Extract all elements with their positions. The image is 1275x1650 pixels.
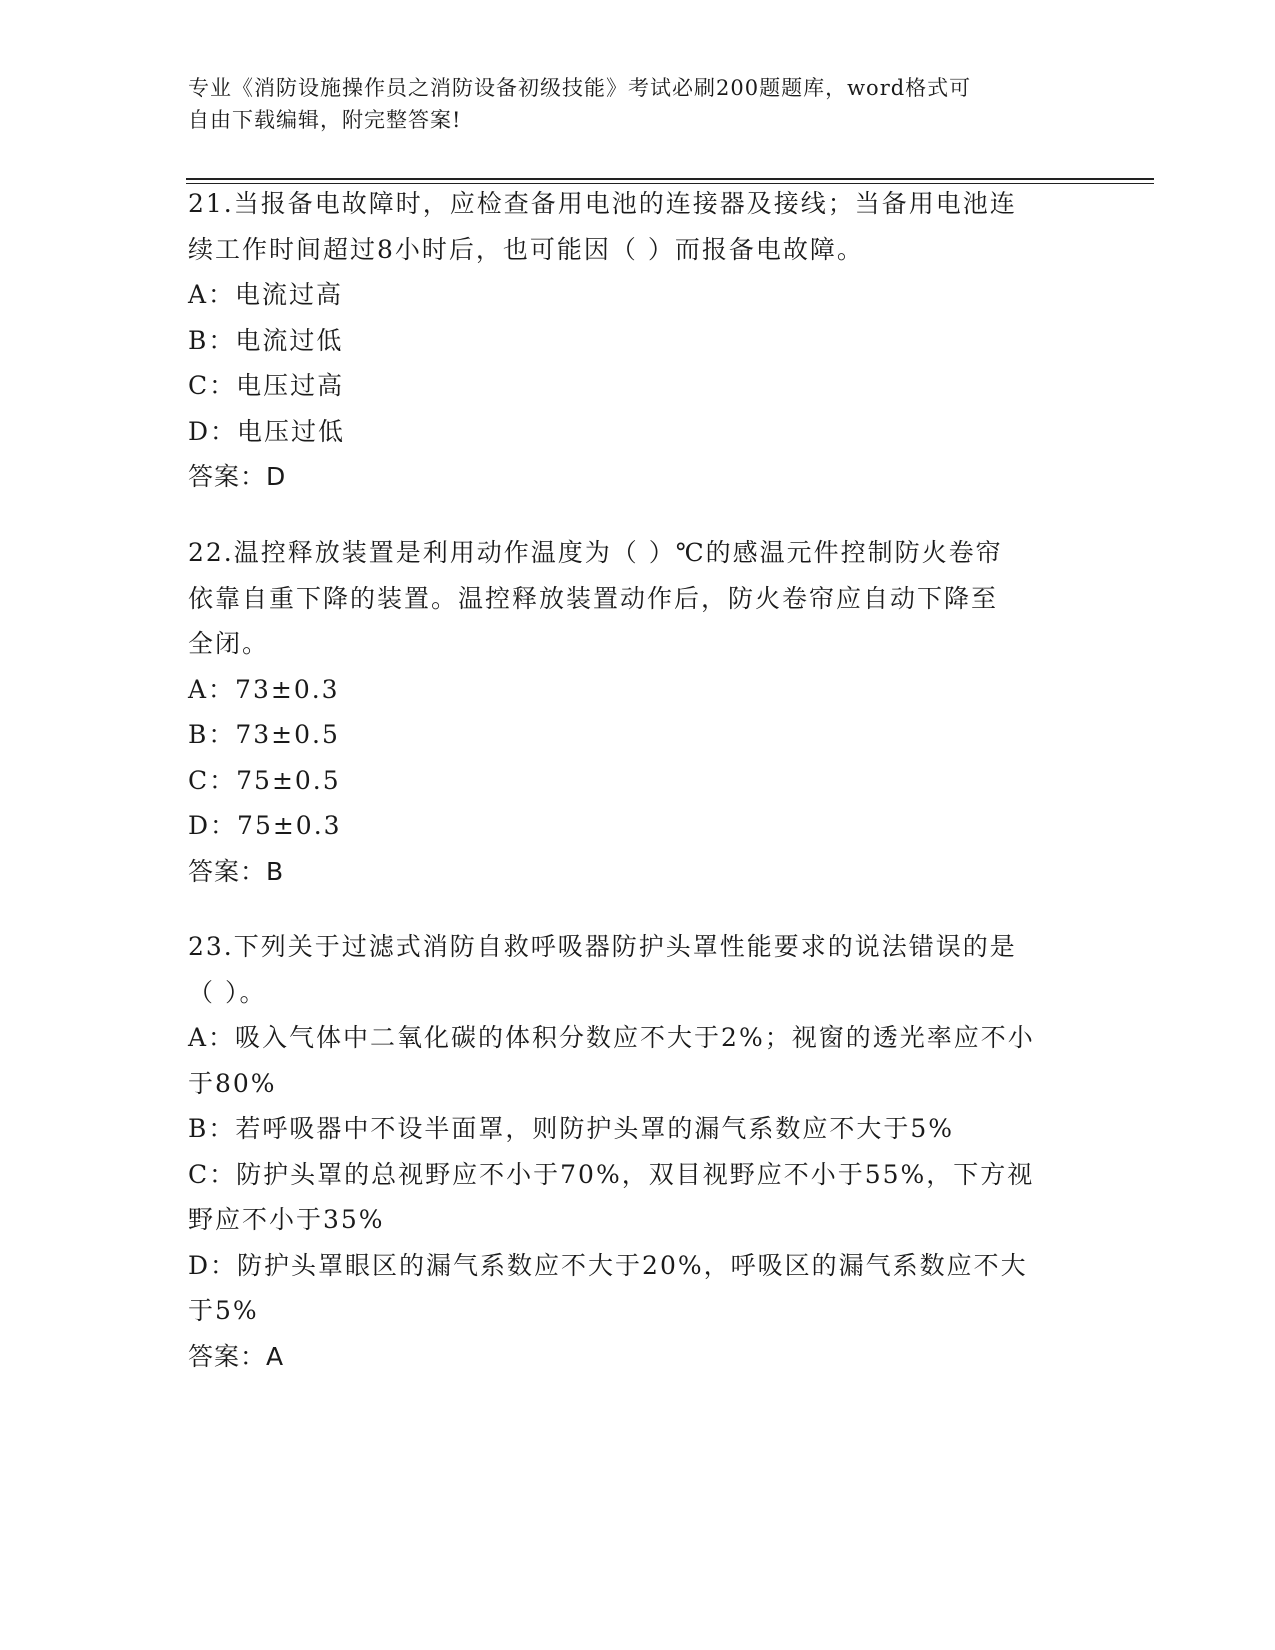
question-stem-line: （ ）。: [188, 977, 267, 1007]
header-line-2: 自由下载编辑，附完整答案!: [188, 108, 462, 132]
option-b: B：73±0.5: [188, 720, 340, 749]
option-a: A：吸入气体中二氧化碳的体积分数应不大于2%；视窗的透光率应不小: [188, 1023, 1035, 1052]
option-c: C：电压过高: [188, 371, 345, 400]
option-a: A：73±0.3: [188, 674, 340, 704]
question-stem-line: 21.当报备电故障时，应检查备用电池的连接器及接线；当备用电池连: [188, 189, 1017, 218]
option-c: C：75±0.5: [188, 765, 341, 795]
question-21: [188, 181, 1088, 500]
question-stem-line: 续工作时间超过8小时后，也可能因（ ）而报备电故障。: [188, 234, 864, 264]
answer-line: [188, 849, 1088, 895]
option-c-continued: 野应不小于35%: [188, 1205, 385, 1234]
answer-line: [188, 1334, 1088, 1380]
header-line-1: 专业《消防设施操作员之消防设备初级技能》考试必刷200题题库，word格式可: [188, 76, 972, 100]
answer-value: D: [266, 462, 287, 491]
answer-value: B: [266, 856, 285, 886]
question-23: [188, 924, 1088, 1379]
question-stem-line: 依靠自重下降的装置。温控释放装置动作后，防火卷帘应自动下降至: [188, 583, 999, 613]
answer-label: 答案：: [188, 462, 267, 491]
question-22: [188, 530, 1088, 894]
option-a: A：电流过高: [188, 280, 344, 309]
option-d: D：电压过低: [188, 416, 346, 446]
question-stem-line: 全闭。: [188, 629, 270, 658]
answer-label: 答案：: [188, 856, 267, 886]
question-stem-line: 23.下列关于过滤式消防自救呼吸器防护头罩性能要求的说法错误的是: [188, 932, 1017, 961]
header-divider-thick: [186, 178, 1154, 180]
option-d: D：75±0.3: [188, 811, 342, 840]
option-b: B：电流过低: [188, 325, 344, 355]
answer-value: A: [266, 1341, 285, 1371]
question-stem-line: 22.温控释放装置是利用动作温度为（ ）℃的感温元件控制防火卷帘: [188, 538, 1003, 567]
option-c: C：防护头罩的总视野应不小于70%，双目视野应不小于55%，下方视: [188, 1159, 1035, 1189]
answer-line: [188, 454, 1088, 500]
option-a-continued: 于80%: [188, 1068, 277, 1098]
option-d-continued: 于5%: [188, 1296, 259, 1325]
document-header: [188, 72, 1068, 136]
option-d: D：防护头罩眼区的漏气系数应不大于20%，呼吸区的漏气系数应不大: [188, 1250, 1028, 1280]
answer-label: 答案：: [188, 1341, 267, 1371]
option-b: B：若呼吸器中不设半面罩，则防护头罩的漏气系数应不大于5%: [188, 1114, 955, 1143]
